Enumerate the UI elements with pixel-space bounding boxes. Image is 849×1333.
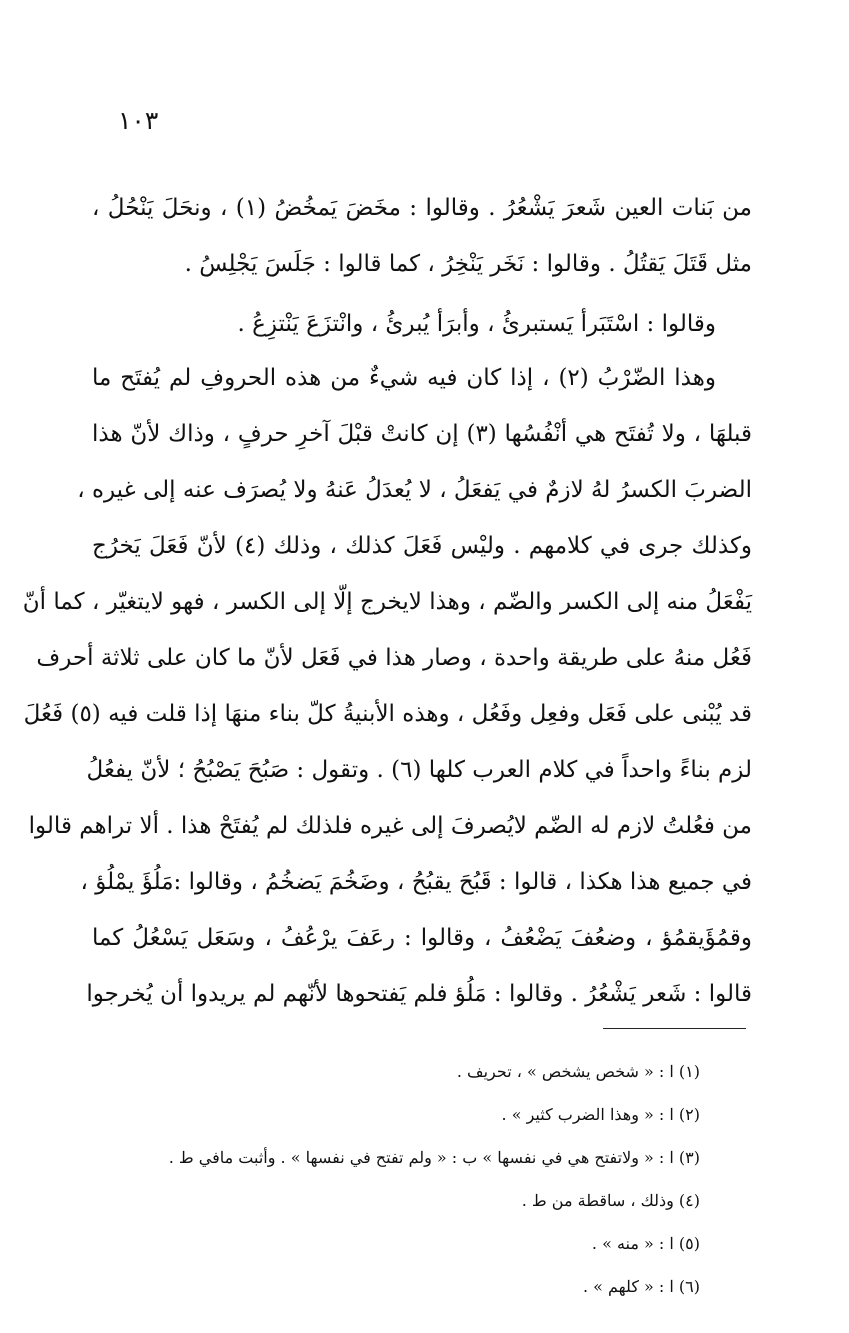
paragraph-2 bbox=[92, 296, 752, 352]
page-number: ١٠٣ bbox=[118, 106, 159, 135]
footnote-2: (٢) ا : « وهذا الضرب كثير » . bbox=[501, 1105, 700, 1124]
text-line: من فعُلتُ لازم له الضّم لايُصرفَ إلى غيره فلذلك لم يُفتَحْ هذا . ألا تراهم قالوا bbox=[28, 813, 752, 839]
text-line: لزم بناءً واحداً في كلام العرب كلها (٦) . وتقول : صَبُحَ يَصْبُحُ ؛ لأنّ يفعُلُ bbox=[86, 757, 752, 783]
text-line: وكذلك جرى في كلامهم . وليْس فَعَلَ كذلك ، وذلك (٤) لأنّ فَعَلَ يَخرُج bbox=[92, 533, 752, 559]
footnote-4: (٤) وذلك ، ساقطة من ط . bbox=[521, 1191, 700, 1210]
footnote-separator bbox=[603, 1028, 746, 1029]
text-line: وهذا الضّرْبُ (٢) ، إذا كان فيه شيءٌ من هذه الحروفِ لم يُفتَح ما bbox=[92, 365, 716, 391]
text-line: وقمُؤَيقمُؤ ، وضعُفَ يَضْعُفُ ، وقالوا : رعَفَ يرْعُفُ ، وسَعَل يَسْعُلُ كما bbox=[92, 925, 752, 951]
paragraph-1 bbox=[92, 180, 752, 292]
footnote-5: (٥) ا : « منه » . bbox=[591, 1234, 700, 1253]
text-line: مثل قَتَلَ يَقتُلُ . وقالوا : نَخَر يَنْخِرُ ، كما قالوا : جَلَسَ يَجْلِسُ . bbox=[184, 251, 752, 277]
footnote-6: (٦) ا : « كلهم » . bbox=[582, 1277, 700, 1296]
text-line: فَعُل منهُ على طريقة واحدة ، وصار هذا في فَعَل لأنّ ما كان على ثلاثة أحرف bbox=[36, 645, 752, 671]
text-line: وقالوا : اسْتَبَرأ يَستبرئُ ، وأبرَأ يُبرئُ ، وانْتزَعَ يَنْتزِعُ . bbox=[237, 311, 716, 337]
text-line: في جميع هذا هكذا ، قالوا : قَبُحَ يقبُحُ ، وضَخُمَ يَضخُمُ ، وقالوا :مَلُؤَ يمْلُؤ ، bbox=[80, 869, 752, 895]
text-line: يَفْعَلُ منه إلى الكسر والضّم ، وهذا لايخرج إلّا إلى الكسر ، فهو لايتغيّر ، كما أنّ bbox=[22, 589, 752, 615]
text-line: قالوا : شَعر يَشْعُرُ . وقالوا : مَلُؤ فلم يَفتحوها لأنّهم لم يريدوا أن يُخرجوا bbox=[86, 981, 752, 1007]
footnote-1: (١) ا : « شخص يشخص » ، تحريف . bbox=[456, 1062, 700, 1081]
text-line: قد يُبْنى على فَعَل وفعِل وفَعُل ، وهذه الأبنيةُ كلّ بناء منهَا إذا قلت فيه (٥) فَعُلَ bbox=[23, 701, 752, 727]
paragraph-3 bbox=[22, 350, 752, 1022]
text-line: قبلهَا ، ولا تُفتَح هي أنْفُسُها (٣) إن كانتْ قبْلَ آخرِ حرفٍ ، وذاك لأنّ هذا bbox=[92, 421, 752, 447]
footnotes bbox=[130, 1050, 700, 1308]
text-line: الضربَ الكسرُ لهُ لازمٌ في يَفعَلُ ، لا يُعدَلُ عَنهُ ولا يُصرَف عنه إلى غيره ، bbox=[77, 477, 752, 503]
text-line: من بَنات العين شَعرَ يَشْعُرُ . وقالوا : مخَضَ يَمخُضُ (١) ، ونحَلَ يَنْحُلُ ، bbox=[92, 195, 752, 221]
footnote-3: (٣) ا : « ولاتفتح هي في نفسها » ب : « ولم تفتح في نفسها » . وأثبت مافي ط . bbox=[168, 1148, 700, 1167]
